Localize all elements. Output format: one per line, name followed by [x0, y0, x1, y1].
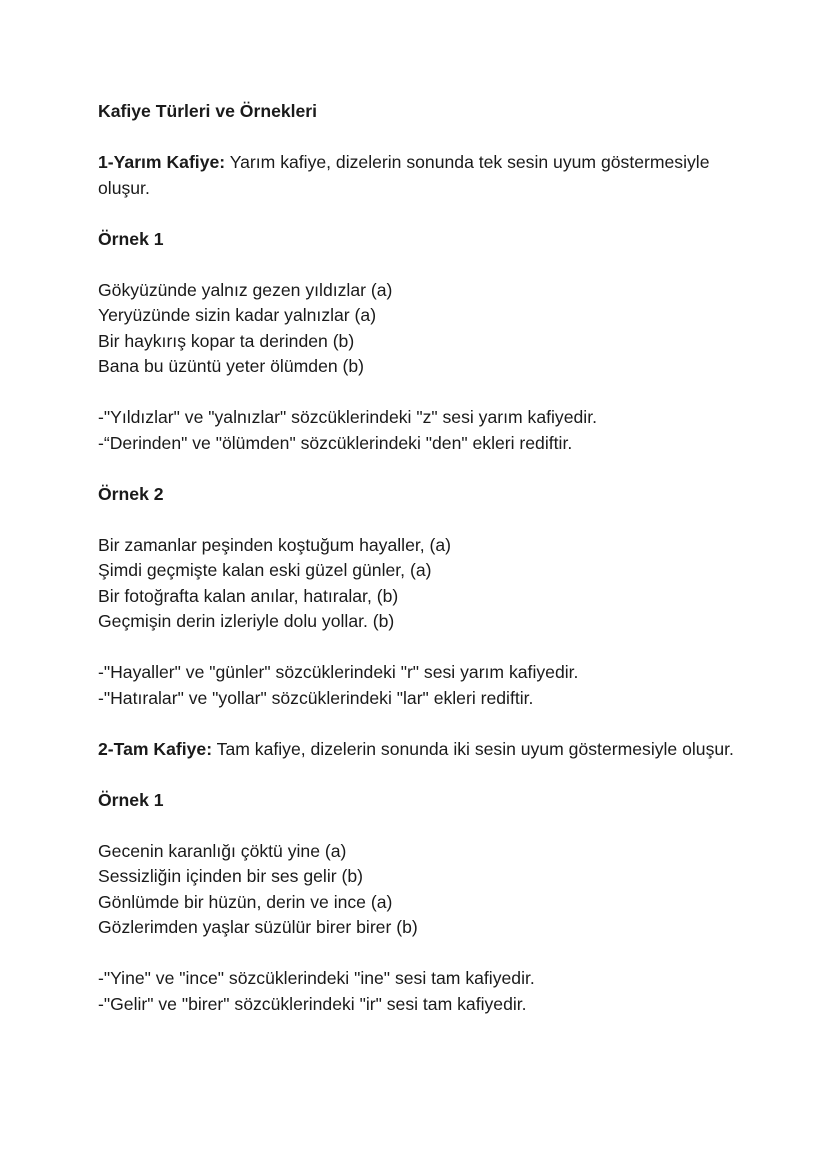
example-title: Örnek 2: [98, 483, 164, 504]
poem-line: Bir zamanlar peşinden koştuğum hayaller, (a): [98, 534, 452, 555]
example-title: Örnek 1: [98, 228, 164, 249]
example-notes: [98, 966, 758, 1017]
section-heading: 1-Yarım Kafiye:: [98, 152, 226, 172]
section-description: Tam kafiye, dizelerin sonunda iki sesin uyum göstermesiyle oluşur.: [212, 738, 734, 759]
example-notes: [98, 405, 758, 456]
poem-line: Gözlerimden yaşlar süzülür birer birer (b): [98, 917, 418, 937]
poem-line: Gönlümde bir hüzün, derin ve ince (a): [98, 891, 393, 912]
poem-line: Geçmişin derin izleriyle dolu yollar. (b): [98, 611, 395, 631]
poem-line: Yeryüzünde sizin kadar yalnızlar (a): [98, 305, 377, 325]
note-line: -"Gelir" ve "birer" sözcüklerindeki "ir" sesi tam kafiyedir.: [98, 993, 527, 1014]
document-title: Kafiye Türleri ve Örnekleri: [98, 101, 318, 121]
poem-line: Gökyüzünde yalnız gezen yıldızlar (a): [98, 279, 393, 300]
note-line: -"Yıldızlar" ve "yalnızlar" sözcüklerindeki "z" sesi yarım kafiyedir.: [98, 407, 597, 427]
note-line: -"Hatıralar" ve "yollar" sözcüklerindeki "lar" ekleri rediftir.: [98, 687, 534, 708]
poem-line: Bir fotoğrafta kalan anılar, hatıralar, (b): [98, 585, 399, 606]
example-poem: [98, 278, 758, 380]
example-poem: [98, 839, 758, 941]
poem-line: Şimdi geçmişte kalan eski güzel günler, (a): [98, 560, 432, 580]
note-line: -"Yine" ve "ince" sözcüklerindeki "ine" sesi tam kafiyedir.: [98, 968, 535, 988]
example-title: Örnek 1: [98, 789, 164, 810]
note-line: -“Derinden" ve "ölümden" sözcüklerindeki "den" ekleri rediftir.: [98, 432, 573, 453]
section-tam-kafiye-intro: [98, 737, 758, 763]
poem-line: Bir haykırış kopar ta derinden (b): [98, 330, 355, 351]
poem-line: Gecenin karanlığı çöktü yine (a): [98, 840, 347, 861]
poem-line: Sessizliğin içinden bir ses gelir (b): [98, 866, 363, 886]
document-page: [98, 99, 758, 1043]
section-heading: 2-Tam Kafiye:: [98, 738, 213, 759]
example-notes: [98, 660, 758, 711]
section-description: Yarım kafiye, dizelerin sonunda tek sesin uyum göstermesiyle oluşur.: [98, 152, 710, 198]
section-yarim-kafiye-intro: [98, 150, 758, 201]
example-poem: [98, 533, 758, 635]
poem-line: Bana bu üzüntü yeter ölümden (b): [98, 356, 365, 376]
note-line: -"Hayaller" ve "günler" sözcüklerindeki "r" sesi yarım kafiyedir.: [98, 662, 579, 682]
